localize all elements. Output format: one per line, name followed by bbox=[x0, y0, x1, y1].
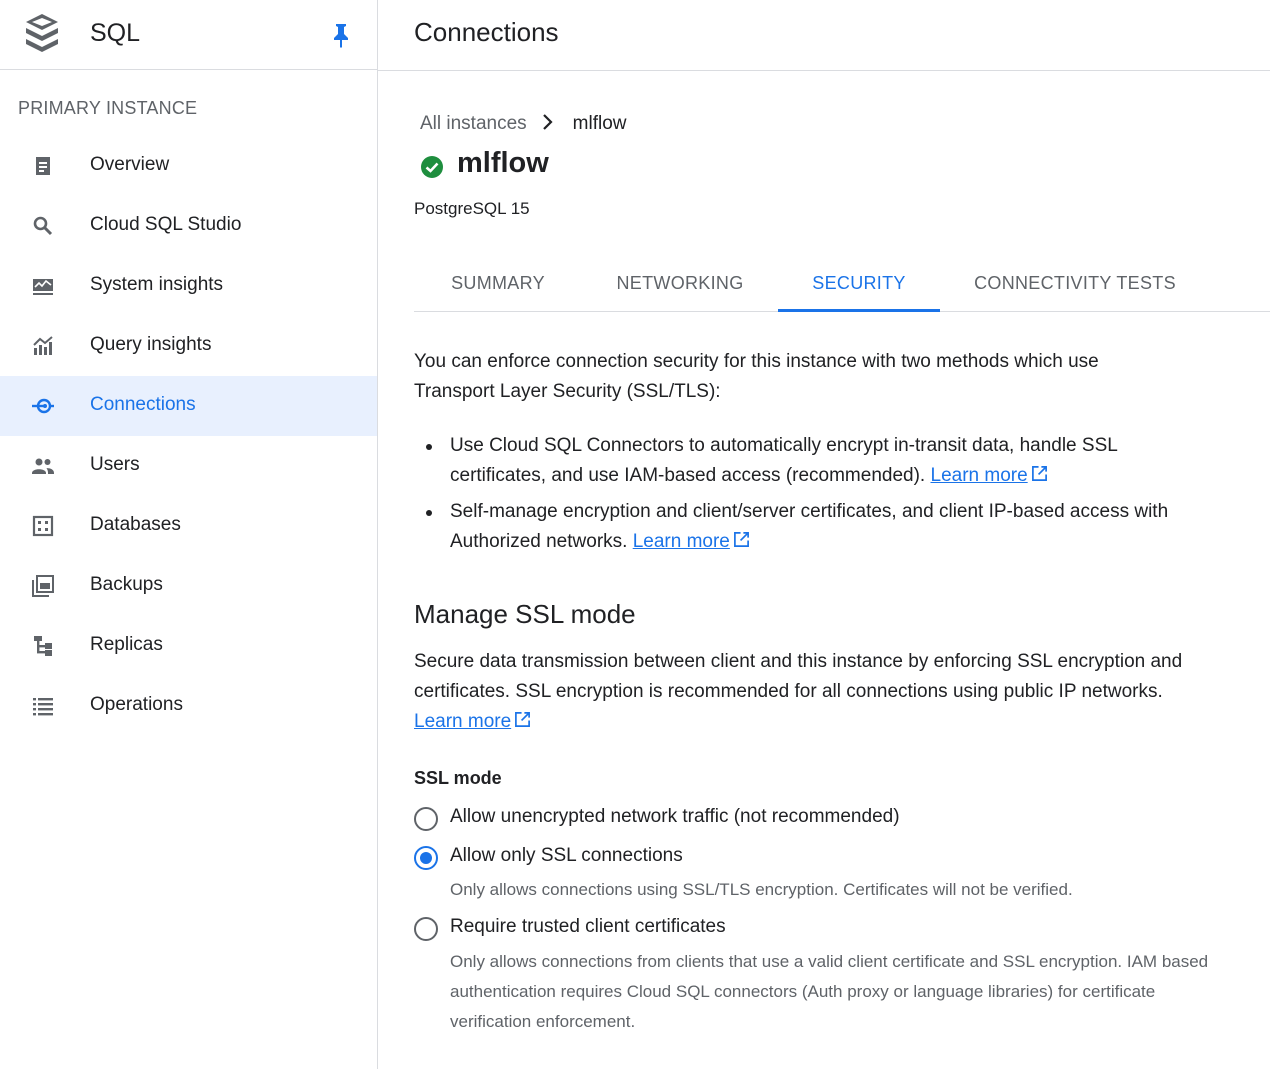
security-intro: You can enforce connection security for this instance with two methods which use Transport Layer Security (SSL/TLS): bbox=[414, 351, 1099, 402]
breadcrumb-all-instances-link[interactable]: All instances bbox=[420, 113, 527, 134]
sidebar-item-users[interactable] bbox=[0, 436, 377, 496]
sidebar-item-backups[interactable] bbox=[0, 556, 377, 616]
radio-label: Allow only SSL connections bbox=[450, 845, 683, 866]
learn-more-link[interactable]: Learn more bbox=[632, 531, 730, 552]
breadcrumb bbox=[420, 113, 627, 135]
sidebar-item-label: Replicas bbox=[90, 634, 163, 655]
sidebar-item-label: Query insights bbox=[90, 334, 212, 355]
tab-summary[interactable]: SUMMARY bbox=[451, 273, 545, 293]
sidebar bbox=[0, 0, 378, 1069]
sidebar-item-label: System insights bbox=[90, 274, 224, 295]
sidebar-item-label: Backups bbox=[90, 574, 163, 595]
sidebar-item-replicas[interactable] bbox=[0, 616, 377, 676]
radio-button[interactable] bbox=[414, 807, 438, 831]
security-methods-list bbox=[414, 431, 1174, 557]
bullet-text: Use Cloud SQL Connectors to automatically encrypt in-transit data, handle SSL certificates, and use IAM-based access (recommended). bbox=[450, 435, 1118, 486]
external-link-icon[interactable] bbox=[1031, 465, 1048, 482]
ssl-option-trusted-certs[interactable] bbox=[414, 914, 774, 944]
ssl-option-ssl-only[interactable] bbox=[414, 843, 734, 873]
backups-icon bbox=[30, 574, 56, 598]
tab-security[interactable]: SECURITY bbox=[778, 257, 940, 312]
sidebar-item-label: Users bbox=[90, 454, 140, 475]
ssl-option-hint: Only allows connections using SSL/TLS encryption. Certificates will not be verified. bbox=[450, 880, 1073, 899]
overview-icon bbox=[30, 154, 56, 178]
connections-icon bbox=[30, 394, 56, 418]
ssl-option-hint: Only allows connections from clients that use a valid client certificate and SSL encryption. IAM based authentication requires Cloud SQL connectors (Auth proxy or language libraries) for certificate verification enforcement. bbox=[450, 952, 1209, 1031]
radio-label: Require trusted client certificates bbox=[450, 916, 726, 937]
main-content bbox=[378, 0, 1270, 1069]
pin-icon[interactable] bbox=[330, 22, 352, 48]
learn-more-link[interactable]: Learn more bbox=[414, 711, 512, 732]
instance-version: PostgreSQL 15 bbox=[414, 199, 530, 218]
page-title: Connections bbox=[414, 17, 559, 47]
radio-label: Allow unencrypted network traffic (not recommended) bbox=[450, 806, 900, 827]
chevron-right-icon bbox=[539, 113, 557, 131]
replicas-icon bbox=[30, 634, 56, 658]
bullet-text: Self-manage encryption and client/server certificates, and client IP-based access with Authorized networks. bbox=[450, 501, 1169, 552]
external-link-icon[interactable] bbox=[733, 531, 750, 548]
external-link-icon[interactable] bbox=[514, 711, 531, 728]
ssl-mode-label: SSL mode bbox=[414, 768, 502, 788]
sidebar-section-title: PRIMARY INSTANCE bbox=[18, 98, 198, 118]
learn-more-link[interactable]: Learn more bbox=[930, 465, 1028, 486]
tab-bar bbox=[414, 257, 1270, 312]
monitor-chart-icon bbox=[30, 274, 56, 298]
databases-icon bbox=[30, 514, 56, 538]
sidebar-item-operations[interactable] bbox=[0, 676, 377, 736]
radio-button[interactable] bbox=[414, 917, 438, 941]
sidebar-item-overview[interactable] bbox=[0, 136, 377, 196]
check-circle-icon bbox=[420, 155, 444, 179]
ssl-section-heading: Manage SSL mode bbox=[414, 599, 636, 629]
sidebar-item-cloud-sql-studio[interactable] bbox=[0, 196, 377, 256]
users-icon bbox=[30, 454, 56, 478]
ssl-description-text: Secure data transmission between client and this instance by enforcing SSL encryption and certificates. SSL encryption is recommended for all connections using public IP networks. bbox=[414, 651, 1183, 702]
sql-logo-icon bbox=[24, 12, 60, 56]
sidebar-item-label: Connections bbox=[90, 394, 196, 415]
ssl-description bbox=[414, 647, 1194, 737]
sidebar-item-label: Cloud SQL Studio bbox=[90, 214, 242, 235]
query-insights-icon bbox=[30, 334, 56, 358]
sidebar-header bbox=[0, 0, 377, 70]
tab-networking[interactable]: NETWORKING bbox=[616, 273, 744, 293]
instance-name: mlflow bbox=[457, 147, 549, 179]
sidebar-item-label: Databases bbox=[90, 514, 181, 535]
sidebar-nav bbox=[0, 136, 377, 736]
main-header bbox=[378, 0, 1270, 71]
search-icon bbox=[30, 214, 56, 238]
list-item bbox=[414, 431, 1174, 491]
sidebar-item-connections[interactable] bbox=[0, 376, 377, 436]
sidebar-item-databases[interactable] bbox=[0, 496, 377, 556]
radio-button[interactable] bbox=[414, 846, 438, 870]
ssl-option-unencrypted[interactable] bbox=[414, 804, 954, 834]
breadcrumb-current: mlflow bbox=[572, 113, 627, 134]
sidebar-item-label: Overview bbox=[90, 154, 170, 175]
tab-connectivity-tests[interactable]: CONNECTIVITY TESTS bbox=[974, 273, 1176, 293]
sidebar-item-label: Operations bbox=[90, 694, 183, 715]
list-icon bbox=[30, 694, 56, 718]
list-item bbox=[414, 497, 1174, 557]
sidebar-item-system-insights[interactable] bbox=[0, 256, 377, 316]
sidebar-item-query-insights[interactable] bbox=[0, 316, 377, 376]
sidebar-title: SQL bbox=[90, 19, 141, 47]
